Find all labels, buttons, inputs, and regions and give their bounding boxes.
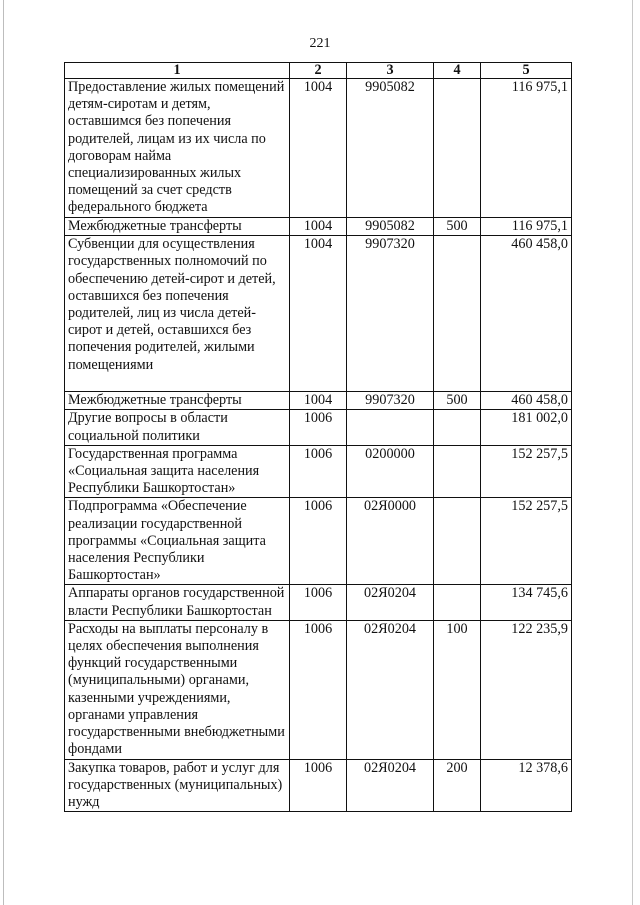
row-article: 9905082 — [347, 79, 434, 218]
row-type: 100 — [434, 620, 481, 759]
table-row — [65, 79, 572, 218]
row-article: 9907320 — [347, 392, 434, 410]
row-amount: 116 975,1 — [481, 79, 572, 218]
row-name: Аппараты органов государственной власти Республики Башкортостан — [65, 585, 290, 620]
row-article: 9905082 — [347, 218, 434, 236]
row-type — [434, 498, 481, 585]
row-section: 1006 — [290, 620, 347, 759]
table-header — [65, 63, 572, 79]
row-amount: 122 235,9 — [481, 620, 572, 759]
page-right-edge — [632, 0, 633, 905]
row-section: 1006 — [290, 498, 347, 585]
row-type — [434, 410, 481, 445]
row-type: 500 — [434, 392, 481, 410]
budget-table — [64, 62, 572, 812]
row-section: 1006 — [290, 585, 347, 620]
row-amount: 134 745,6 — [481, 585, 572, 620]
row-section: 1006 — [290, 410, 347, 445]
table-body — [65, 79, 572, 812]
row-article: 02Я0000 — [347, 498, 434, 585]
row-name: Межбюджетные трансферты — [65, 218, 290, 236]
header-col-5: 5 — [481, 63, 572, 79]
row-amount: 181 002,0 — [481, 410, 572, 445]
row-amount: 460 458,0 — [481, 392, 572, 410]
table-row — [65, 236, 572, 392]
row-amount: 460 458,0 — [481, 236, 572, 392]
row-amount: 152 257,5 — [481, 498, 572, 585]
row-section: 1004 — [290, 218, 347, 236]
row-section: 1004 — [290, 392, 347, 410]
row-amount: 12 378,6 — [481, 759, 572, 812]
row-name: Субвенции для осуществления государственных полномочий по обеспечению детей-сирот и детей, оставшихся без попечения родителей, лиц из числа детей-сирот и детей, оставшихся без попечения родителей, жилыми помещениями — [65, 236, 290, 392]
table-row — [65, 498, 572, 585]
row-article: 02Я0204 — [347, 759, 434, 812]
table-row — [65, 759, 572, 812]
table-row — [65, 410, 572, 445]
row-article: 02Я0204 — [347, 585, 434, 620]
row-section: 1006 — [290, 759, 347, 812]
header-col-2: 2 — [290, 63, 347, 79]
row-name: Расходы на выплаты персоналу в целях обеспечения выполнения функций государственными (муниципальными) органами, казенными учреждениями, органами управления государственными внебюджетными фондами — [65, 620, 290, 759]
row-section: 1006 — [290, 445, 347, 498]
row-article: 02Я0204 — [347, 620, 434, 759]
table-row — [65, 620, 572, 759]
table-row — [65, 585, 572, 620]
row-article: 0200000 — [347, 445, 434, 498]
header-col-1: 1 — [65, 63, 290, 79]
row-type: 500 — [434, 218, 481, 236]
row-amount: 152 257,5 — [481, 445, 572, 498]
row-name: Закупка товаров, работ и услуг для государственных (муниципальных) нужд — [65, 759, 290, 812]
row-type: 200 — [434, 759, 481, 812]
row-type — [434, 79, 481, 218]
header-col-4: 4 — [434, 63, 481, 79]
row-type — [434, 445, 481, 498]
row-name: Межбюджетные трансферты — [65, 392, 290, 410]
header-col-3: 3 — [347, 63, 434, 79]
row-amount: 116 975,1 — [481, 218, 572, 236]
row-article: 9907320 — [347, 236, 434, 392]
row-section: 1004 — [290, 236, 347, 392]
table-row — [65, 445, 572, 498]
page-number: 221 — [309, 36, 331, 51]
row-name: Другие вопросы в области социальной политики — [65, 410, 290, 445]
row-name: Подпрограмма «Обеспечение реализации государственной программы «Социальная защита населения Республики Башкортостан» — [65, 498, 290, 585]
table-row — [65, 392, 572, 410]
row-article — [347, 410, 434, 445]
row-type — [434, 585, 481, 620]
header-row — [65, 63, 572, 79]
row-name: Предоставление жилых помещений детям-сиротам и детям, оставшимся без попечения родителей, лицам из их числа по договорам найма специализированных жилых помещений за счет средств федерального бюджета — [65, 79, 290, 218]
table-row — [65, 218, 572, 236]
row-name: Государственная программа «Социальная защита населения Республики Башкортостан» — [65, 445, 290, 498]
row-type — [434, 236, 481, 392]
row-section: 1004 — [290, 79, 347, 218]
page-left-edge — [3, 0, 4, 905]
